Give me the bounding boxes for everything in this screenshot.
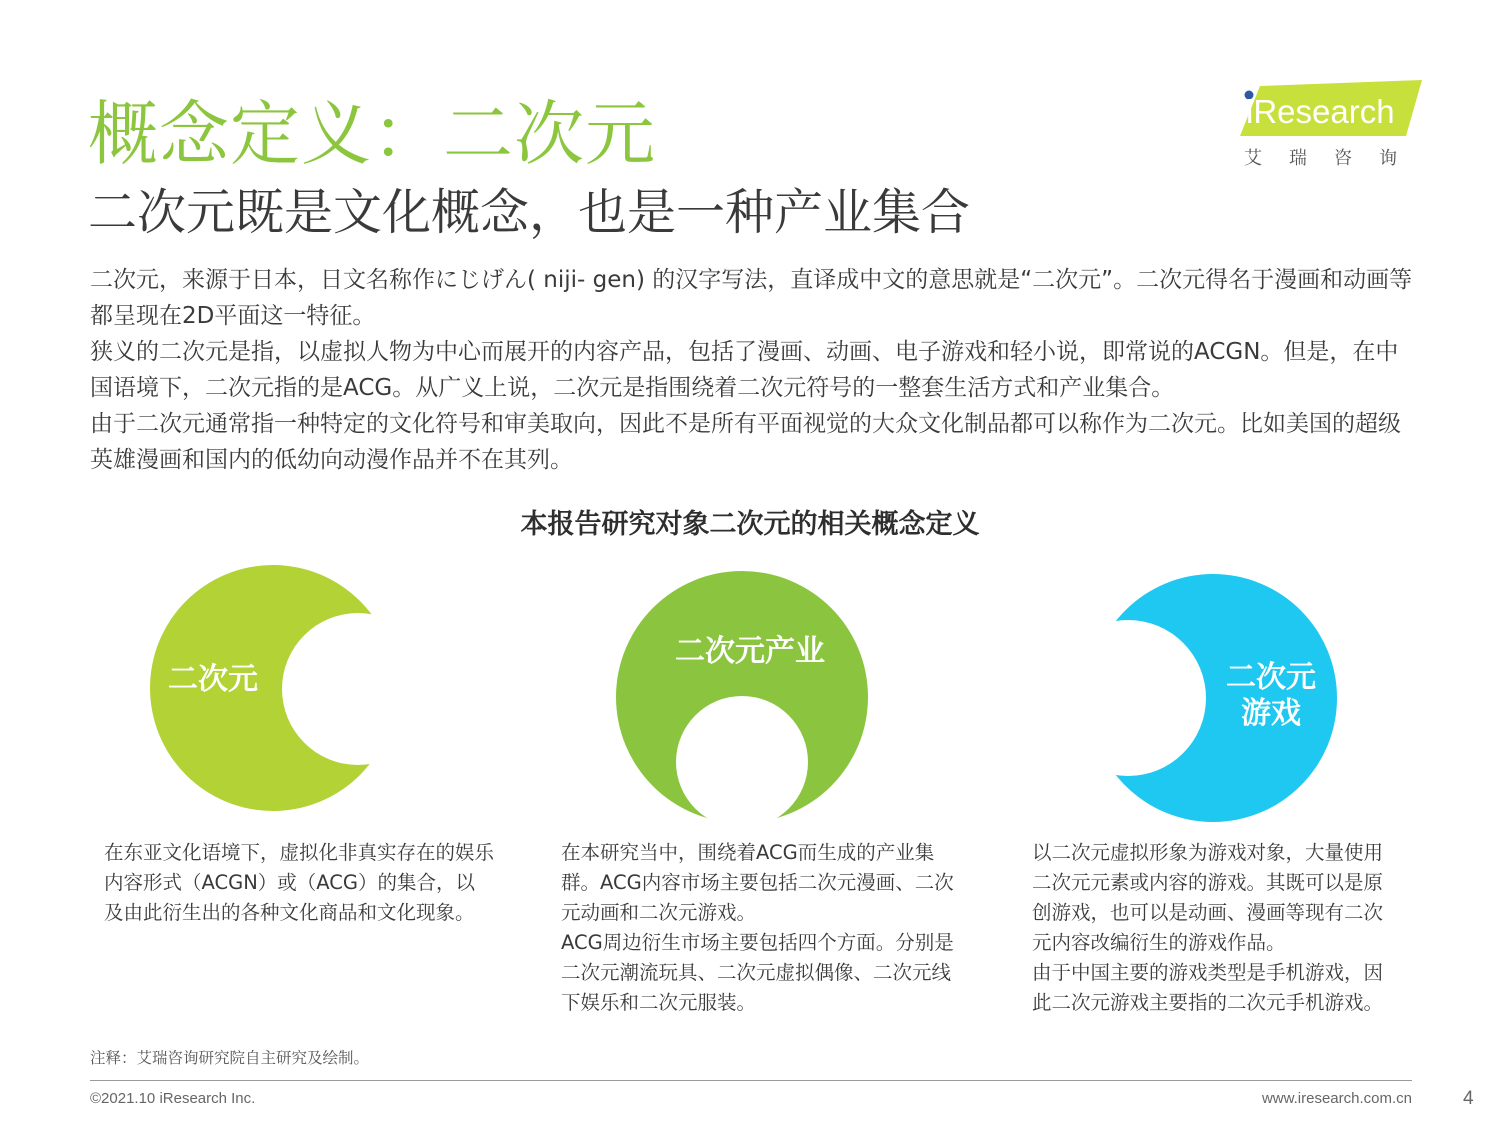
footer-divider xyxy=(90,1080,1412,1081)
description-paragraph: 在东亚文化语境下，虚拟化非真实存在的娱乐内容形式（ACGN）或（ACG）的集合，以及由此衍生出的各种文化商品和文化现象。 xyxy=(104,841,495,924)
description-paragraph: 由于中国主要的游戏类型是手机游戏，因此二次元游戏主要指的二次元手机游戏。 xyxy=(1032,961,1384,1014)
concept-description-acg xyxy=(104,838,494,928)
concept-description-game xyxy=(1032,838,1398,1018)
concept-description-industry xyxy=(561,838,959,1018)
page-title: 概念定义：二次元 xyxy=(88,93,656,175)
intro-paragraph: 二次元，来源于日本，日文名称作にじげん( niji- gen) 的汉字写法，直译成中文的意思就是“二次元”。二次元得名于漫画和动画等都呈现在2D平面这一特征。 xyxy=(90,267,1413,329)
page-subtitle: 二次元既是文化概念，也是一种产业集合 xyxy=(88,184,971,241)
concept-label-line: 游戏 xyxy=(1241,696,1301,731)
description-paragraph: ACG周边衍生市场主要包括四个方面。分别是二次元潮流玩具、二次元虚拟偶像、二次元线下娱乐和二次元服装。 xyxy=(561,931,954,1014)
concept-label-line: 二次元 xyxy=(1226,660,1316,695)
website-link[interactable]: www.iresearch.com.cn xyxy=(1261,1090,1412,1107)
iresearch-logo-mark xyxy=(1238,78,1428,144)
concept-label-acg: 二次元 xyxy=(168,662,258,697)
description-paragraph: 以二次元虚拟形象为游戏对象，大量使用二次元元素或内容的游戏。其既可以是原创游戏，也可以是动画、漫画等现有二次元内容改编衍生的游戏作品。 xyxy=(1032,841,1384,954)
concept-circle-industry xyxy=(614,570,870,824)
intro-paragraph: 由于二次元通常指一种特定的文化符号和审美取向，因此不是所有平面视觉的大众文化制品都可以称作为二次元。比如美国的超级英雄漫画和国内的低幼向动漫作品并不在其列。 xyxy=(90,411,1401,473)
description-paragraph: 在本研究当中，围绕着ACG而生成的产业集群。ACG内容市场主要包括二次元漫画、二次元动画和二次元游戏。 xyxy=(561,841,954,924)
iresearch-logo xyxy=(1238,78,1428,168)
intro-text xyxy=(90,262,1420,478)
concept-label-industry: 二次元产业 xyxy=(675,634,825,669)
section-heading: 本报告研究对象二次元的相关概念定义 xyxy=(520,509,980,540)
copyright: ©2021.10 iResearch Inc. xyxy=(90,1090,256,1107)
footnote: 注释：艾瑞咨询研究院自主研究及绘制。 xyxy=(90,1049,370,1067)
page-number: 4 xyxy=(1463,1088,1474,1109)
logo-chinese-name: 艾瑞咨询 xyxy=(1244,148,1424,169)
concept-label-game xyxy=(1212,660,1330,732)
intro-paragraph: 狭义的二次元是指，以虚拟人物为中心而展开的内容产品，包括了漫画、动画、电子游戏和轻小说，即常说的ACGN。但是，在中国语境下，二次元指的是ACG。从广义上说，二次元是指围绕着二次元符号的一整套生活方式和产业集合。 xyxy=(90,339,1399,401)
logo-brand-text: iResearch xyxy=(1246,93,1395,130)
